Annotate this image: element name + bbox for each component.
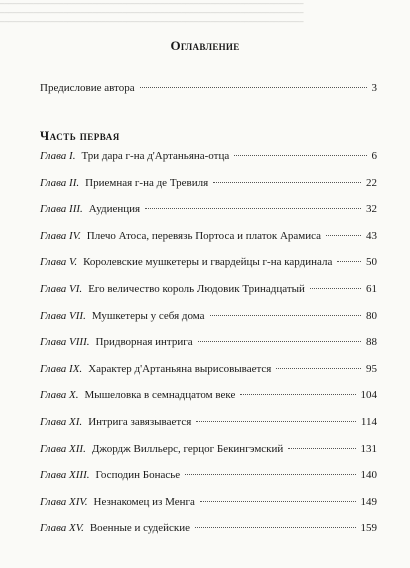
chapter-label: Глава V. (40, 256, 78, 269)
chapter-title: Плечо Атоса, перевязь Портоса и платок Арамиса (86, 229, 322, 242)
chapter-page-number: 95 (366, 362, 377, 375)
chapter-row (40, 336, 377, 363)
chapter-label: Глава XV. (40, 522, 84, 535)
dot-leader (185, 474, 355, 475)
chapter-page-number: 88 (366, 336, 377, 349)
chapter-label: Глава XII. (40, 442, 86, 455)
chapter-title: Мушкетеры у себя дома (91, 309, 205, 322)
chapter-label: Глава III. (40, 203, 83, 216)
chapter-title: Приемная г-на де Тревиля (85, 176, 209, 189)
chapter-page-number: 131 (360, 442, 377, 455)
chapter-row (40, 363, 377, 390)
dot-leader (200, 501, 356, 502)
chapter-page-number: 43 (366, 229, 377, 242)
chapter-list (40, 150, 377, 549)
chapter-row (40, 203, 377, 230)
chapter-title: Королевские мушкетеры и гвардейцы г-на кардинала (83, 256, 333, 269)
chapter-row (40, 496, 377, 523)
chapter-label: Глава IX. (40, 362, 83, 375)
dot-leader (288, 448, 355, 449)
dot-leader (195, 527, 355, 528)
chapter-page-number: 80 (366, 309, 377, 322)
chapter-row (40, 522, 377, 549)
dot-leader (337, 261, 361, 262)
dot-leader (213, 182, 361, 183)
chapter-title: Его величество король Людовик Тринадцатый (88, 282, 305, 295)
chapter-title: Джордж Вилльерс, герцог Бекингэмский (91, 442, 284, 455)
dot-leader (196, 421, 356, 422)
chapter-row (40, 256, 377, 283)
chapter-row (40, 177, 377, 204)
chapter-page-number: 50 (366, 256, 377, 269)
dot-leader (326, 235, 361, 236)
chapter-page-number: 149 (360, 495, 377, 508)
preface-page-number: 3 (371, 82, 377, 94)
page-title: Оглавление (170, 38, 240, 53)
chapter-title: Придворная интрига (95, 336, 193, 349)
chapter-page-number: 22 (366, 176, 377, 189)
chapter-label: Глава X. (40, 389, 79, 402)
dot-leader (276, 368, 361, 369)
chapter-title: Интрига завязывается (88, 415, 192, 428)
chapter-row (40, 150, 377, 177)
dot-leader (210, 315, 361, 316)
dot-leader (240, 394, 355, 395)
preface-title: Предисловие автора (40, 82, 135, 94)
dot-leader (140, 87, 367, 88)
dot-leader (234, 155, 366, 156)
chapter-page-number: 6 (371, 150, 377, 162)
chapter-page-number: 61 (366, 282, 377, 295)
chapter-page-number: 140 (360, 469, 377, 482)
chapter-row (40, 443, 377, 470)
chapter-page-number: 114 (360, 415, 377, 428)
dot-leader (145, 208, 361, 209)
preface-entry (40, 82, 377, 94)
chapter-title: Мышеловка в семнадцатом веке (84, 389, 236, 402)
chapter-page-number: 159 (360, 522, 377, 535)
chapter-label: Глава I. (40, 150, 76, 162)
chapter-title: Военные и судейские (89, 522, 191, 535)
dot-leader (198, 341, 361, 342)
chapter-title: Аудиенция (88, 203, 141, 216)
chapter-page-number: 104 (360, 389, 377, 402)
chapter-label: Глава IV. (40, 229, 81, 242)
chapter-label: Глава II. (40, 176, 80, 189)
part-title: Часть первая (40, 129, 120, 143)
dot-leader (310, 288, 361, 289)
chapter-title: Господин Бонасье (95, 469, 181, 482)
chapter-label: Глава VI. (40, 282, 83, 295)
chapter-row (40, 283, 377, 310)
chapter-title: Характер д'Артаньяна вырисовывается (88, 362, 272, 375)
chapter-label: Глава VII. (40, 309, 86, 322)
chapter-row (40, 469, 377, 496)
chapter-row (40, 230, 377, 257)
chapter-label: Глава VIII. (40, 336, 90, 349)
show-through-texture: ━━━━━━━━━━━━━━━━━━━━━━━━━━━━━━━━━━━━━━━━━━━━━━━━━━━━━━━━━━━━━━━━━━━━━━━━ ━━━━━━━━━━━━━━━━━━━━━━━━━━━━━━━━━━━━━━━━━━━━━━━━━━━━━━━━━━━━━━━━━━━━━━━━ ━━━━━━━━━━━━━━━━━━━━━━━━━━━━━━━━━━━━━━━━━━━━━━━━━━━━━━━━━━━━━━━━━━━━━━━━ (0, 0, 304, 26)
chapter-label: Глава XIII. (40, 469, 90, 482)
chapter-row (40, 310, 377, 337)
chapter-label: Глава XIV. (40, 495, 88, 508)
chapter-row (40, 389, 377, 416)
chapter-title: Три дара г-на д'Артаньяна-отца (81, 150, 230, 162)
chapter-title: Незнакомец из Менга (93, 495, 195, 508)
chapter-row (40, 416, 377, 443)
chapter-page-number: 32 (366, 203, 377, 216)
chapter-label: Глава XI. (40, 415, 83, 428)
